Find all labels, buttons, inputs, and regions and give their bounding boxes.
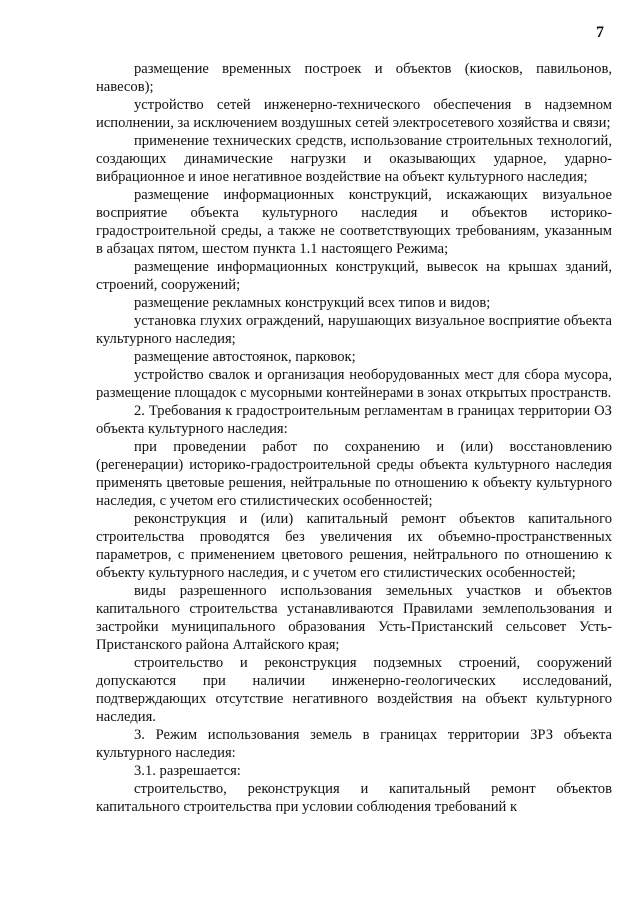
document-body bbox=[96, 60, 612, 816]
paragraph-8: размещение автостоянок, парковок; bbox=[134, 349, 356, 365]
paragraph-7: установка глухих ограждений, нарушающих визуальное восприятие объекта культурного наследия; bbox=[96, 313, 612, 347]
paragraph-13: виды разрешенного использования земельных участков и объектов капитального строительства устанавливаются Правилами землепользования и застройки муниципального образования Усть-Пристанский сельсовет Усть-Пристанского района Алтайского края; bbox=[96, 583, 612, 653]
paragraph-6: размещение рекламных конструкций всех типов и видов; bbox=[134, 295, 491, 311]
section-3-heading: 3. Режим использования земель в границах территории ЗРЗ объекта культурного наследия: bbox=[96, 727, 612, 761]
paragraph-5: размещение информационных конструкций, вывесок на крышах зданий, строений, сооружений; bbox=[96, 259, 612, 293]
paragraph-2: устройство сетей инженерно-технического обеспечения в надземном исполнении, за исключением воздушных сетей электросетевого хозяйства и связи; bbox=[96, 97, 612, 131]
subsection-3-1-heading: 3.1. разрешается: bbox=[134, 763, 241, 779]
paragraph-3: применение технических средств, использование строительных технологий, создающих динамические нагрузки и оказывающих ударное, ударно-вибрационное и иное негативное воздействие на объект культурного наследия; bbox=[96, 133, 612, 185]
paragraph-12: реконструкция и (или) капитальный ремонт объектов капитального строительства проводятся без увеличения их объемно-пространственных параметров, с применением цветового решения, нейтрального по отношению к объекту культурного наследия, и с учетом его стилистических особенностей; bbox=[96, 511, 612, 581]
page-number: 7 bbox=[596, 24, 604, 41]
paragraph-9: устройство свалок и организация необорудованных мест для сбора мусора, размещение площадок с мусорными контейнерами в зонах открытых пространств. bbox=[96, 367, 612, 401]
paragraph-14: строительство и реконструкция подземных строений, сооружений допускаются при наличии инженерно-геологических исследований, подтверждающих отсутствие негативного воздействия на объект культурного наследия. bbox=[96, 655, 612, 725]
paragraph-1: размещение временных построек и объектов (киосков, павильонов, навесов); bbox=[96, 61, 612, 95]
paragraph-4: размещение информационных конструкций, искажающих визуальное восприятие объекта культурного наследия и объектов историко-градостроительной среды, а также не соответствующих требованиям, указанным в абзацах пятом, шестом пункта 1.1 настоящего Режима; bbox=[96, 187, 612, 257]
section-2-heading: 2. Требования к градостроительным регламентам в границах территории ОЗ объекта культурного наследия: bbox=[96, 403, 612, 437]
paragraph-17: строительство, реконструкция и капитальный ремонт объектов капитального строительства при условии соблюдения требований к bbox=[96, 781, 612, 815]
paragraph-11: при проведении работ по сохранению и (или) восстановлению (регенерации) историко-градостроительной среды объекта культурного наследия применять цветовые решения, нейтральные по отношению к объекту культурного наследия, с учетом его стилистических особенностей; bbox=[96, 439, 612, 509]
